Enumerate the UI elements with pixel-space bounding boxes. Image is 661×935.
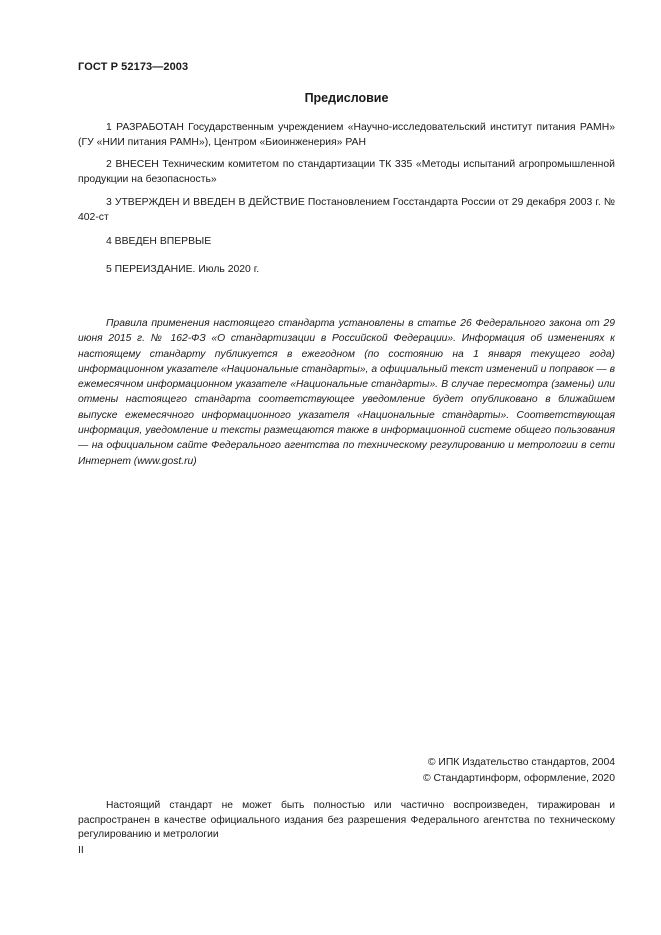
standard-application-notice: Правила применения настоящего стандарта установлены в статье 26 Федерального закона от 29 июня 2015 г. № 162-ФЗ «О стандартизации в Российской Федерации». Информация об изменениях к настоящему стандарту публикуется в ежегодном (по состоянию на 1 января текущего года) информационном указателе «Национальные стандарты», а официальный текст изменений и поправок — в ежемесячном информационном указателе «Национальные стандарты». В случае пересмотра (замены) или отмены настоящего стандарта соответствующее уведомление будет опубликовано в ближайшем выпуске ежемесячного информационного указателя «Национальные стандарты». Соответствующая информация, уведомление и тексты размещаются также в информационной системе общего пользования — на официальном сайте Федерального агентства по техническому регулированию и метрологии в сети Интернет (www.gost.ru): [78, 318, 615, 467]
preface-item-1: 1 РАЗРАБОТАН Государственным учреждением «Научно-исследовательский институт питания РАМН» (ГУ «НИИ питания РАМН»), Центром «Биоинженерия» РАН: [78, 122, 615, 148]
document-id: ГОСТ Р 52173—2003: [78, 61, 189, 73]
page-number: II: [78, 845, 84, 856]
preface-item-5: 5 ПЕРЕИЗДАНИЕ. Июль 2020 г.: [106, 264, 260, 275]
page-title: Предисловие: [304, 91, 389, 105]
reproduction-notice: Настоящий стандарт не может быть полностью или частично воспроизведен, тиражирован и распространен в качестве официального издания без разрешения Федерального агентства по техническому регулированию и метрологии: [78, 800, 615, 840]
preface-item-3: 3 УТВЕРЖДЕН И ВВЕДЕН В ДЕЙСТВИЕ Постановлением Госстандарта России от 29 декабря 2003 г. № 402-ст: [78, 197, 615, 223]
preface-item-2: 2 ВНЕСЕН Техническим комитетом по стандартизации ТК 335 «Методы испытаний агропромышленной продукции на безопасность»: [78, 159, 615, 185]
preface-item-4: 4 ВВЕДЕН ВПЕРВЫЕ: [106, 236, 212, 247]
copyright-line-2: © Стандартинформ, оформление, 2020: [422, 773, 615, 784]
copyright-line-1: © ИПК Издательство стандартов, 2004: [427, 757, 615, 768]
